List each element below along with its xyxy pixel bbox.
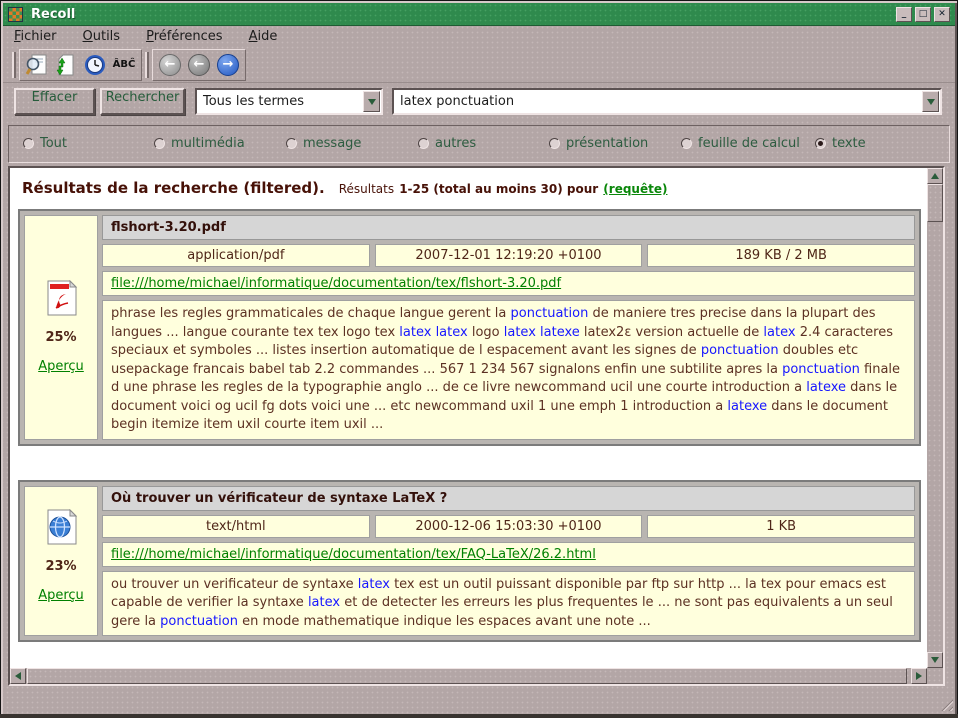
radio-icon[interactable]: [23, 138, 34, 149]
nav-back-first-icon[interactable]: ←: [157, 52, 183, 78]
query-link[interactable]: (requête): [603, 182, 668, 196]
minimize-button[interactable]: _: [896, 7, 912, 22]
title-bar: [3, 3, 955, 26]
result-row: [18, 480, 921, 643]
result-side-panel: [24, 215, 98, 440]
menu-preferences[interactable]: Préférences: [146, 29, 223, 44]
filter-feuille-de-calcul[interactable]: feuille de calcul: [681, 136, 800, 151]
results-count-prefix: Résultats: [338, 182, 395, 196]
filter-presentation[interactable]: présentation: [549, 136, 648, 151]
window-title: Recoll: [31, 6, 76, 22]
menu-bar: [3, 26, 955, 47]
preview-link[interactable]: Aperçu: [38, 359, 84, 374]
filter-message[interactable]: message: [286, 136, 361, 151]
result-mime: text/html: [102, 515, 370, 538]
result-url-row: [102, 271, 915, 296]
scroll-up-icon[interactable]: [927, 168, 943, 184]
toolbar-handle[interactable]: [12, 52, 16, 78]
preview-icon[interactable]: [24, 52, 50, 78]
scroll-right-icon[interactable]: [911, 668, 927, 684]
results-frame: [8, 166, 945, 686]
result-mime: application/pdf: [102, 244, 370, 267]
result-date: 2007-12-01 12:19:20 +0100: [375, 244, 643, 267]
result-row: [18, 209, 921, 446]
toolbar-group-nav: [152, 49, 246, 81]
scroll-down-icon[interactable]: [927, 652, 943, 668]
nav-forward-icon[interactable]: →: [215, 52, 241, 78]
window-bottom-edge: [0, 714, 958, 718]
results-title: Résultats de la recherche (filtered).: [22, 179, 325, 197]
clear-button[interactable]: Effacer: [14, 88, 95, 115]
maximize-button[interactable]: □: [915, 7, 931, 22]
radio-icon[interactable]: [418, 138, 429, 149]
search-mode-value: Tous les termes: [203, 94, 304, 109]
result-size: 1 KB: [647, 515, 915, 538]
reindex-icon[interactable]: [53, 52, 79, 78]
search-mode-select[interactable]: [195, 88, 383, 115]
search-input[interactable]: [394, 90, 922, 113]
result-snippet: phrase les regles grammaticales de chaque langue gerent la ponctuation de maniere tres precise dans la plupart des langues ... langue courante tex tex logo tex latex latex logo latex latexe latex2ε version actuelle de latex 2.4 caracteres speciaux et symboles ... listes insertion automatique de l espacement avant les signes de ponctuation doubles etc usepackage francais babel tab 2.2 commandes ... 567 1 234 567 signalons enfin une subtilite apres la ponctuation finale d une phrase les regles de la typographie anglo ... de ce livre newcommand ucil une courte introduction a latexe dans le document voici og ucil fg dots voici une ... etc newcommand uxil 1 une emph 1 introduction a latexe dans le document begin itemize item uxil courte item uxil ...: [102, 300, 915, 440]
result-size: 189 KB / 2 MB: [647, 244, 915, 267]
result-date: 2000-12-06 15:03:30 +0100: [375, 515, 643, 538]
vertical-scrollbar[interactable]: [927, 168, 943, 668]
close-button[interactable]: ✕: [934, 7, 950, 22]
resize-grip-icon[interactable]: [938, 696, 953, 711]
nav-back-icon[interactable]: ←: [186, 52, 212, 78]
filter-tout[interactable]: Tout: [23, 136, 67, 151]
results-header: [22, 178, 923, 197]
search-row: [0, 84, 958, 122]
horizontal-scrollbar-thumb[interactable]: [27, 668, 907, 684]
radio-icon[interactable]: [681, 138, 692, 149]
html-file-icon: [45, 509, 77, 545]
chevron-down-icon[interactable]: [922, 91, 939, 112]
status-bar: [3, 688, 955, 712]
radio-icon[interactable]: [154, 138, 165, 149]
radio-icon[interactable]: [549, 138, 560, 149]
toolbar: [3, 47, 955, 83]
radio-icon[interactable]: [286, 138, 297, 149]
scroll-left-icon[interactable]: [10, 668, 26, 684]
term-explorer-icon[interactable]: ÂBĈ: [112, 59, 136, 70]
result-title: Où trouver un vérificateur de syntaxe LaTeX ?: [102, 486, 915, 511]
radio-icon[interactable]: [815, 138, 826, 149]
vertical-scrollbar-thumb[interactable]: [927, 184, 943, 222]
filter-panel: [8, 125, 950, 163]
relevance-percent: 25%: [45, 330, 77, 345]
result-url-link[interactable]: file:///home/michael/informatique/documentation/tex/FAQ-LaTeX/26.2.html: [111, 546, 596, 562]
scrollbar-corner: [927, 668, 943, 684]
history-clock-icon[interactable]: [82, 52, 108, 78]
result-side-panel: [24, 486, 98, 637]
horizontal-scrollbar[interactable]: [10, 668, 927, 684]
result-snippet: ou trouver un verificateur de syntaxe latex tex est un outil puissant disponible par ftp sur http ... la tex pour emacs est capable de verifier la syntaxe latex et de detecter les erreurs les plus frequentes le ... ne sont pas equivalents a un seul gere la ponctuation en mode mathematique indique les espaces avant une note ...: [102, 571, 915, 637]
relevance-percent: 23%: [45, 558, 77, 574]
result-url-row: [102, 542, 915, 567]
filter-texte[interactable]: texte: [815, 136, 866, 151]
filter-autres[interactable]: autres: [418, 136, 476, 151]
app-icon: [8, 7, 23, 22]
result-url-link[interactable]: file:///home/michael/informatique/documentation/tex/flshort-3.20.pdf: [111, 276, 562, 291]
result-title: flshort-3.20.pdf: [102, 215, 915, 240]
results-count: 1-25 (total au moins 30) pour: [399, 182, 599, 196]
results-list: [10, 168, 927, 668]
toolbar-group-main: [19, 49, 142, 81]
search-button[interactable]: Rechercher: [100, 88, 185, 115]
filter-multimedia[interactable]: multimédia: [154, 136, 245, 151]
menu-fichier[interactable]: Fichier: [14, 29, 57, 44]
menu-outils[interactable]: Outils: [82, 29, 121, 44]
toolbar-handle[interactable]: [145, 52, 149, 78]
preview-link[interactable]: Aperçu: [38, 587, 84, 603]
menu-aide[interactable]: Aide: [248, 29, 278, 44]
chevron-down-icon[interactable]: [363, 91, 380, 112]
pdf-file-icon: [45, 280, 77, 316]
query-combo[interactable]: [392, 88, 942, 115]
